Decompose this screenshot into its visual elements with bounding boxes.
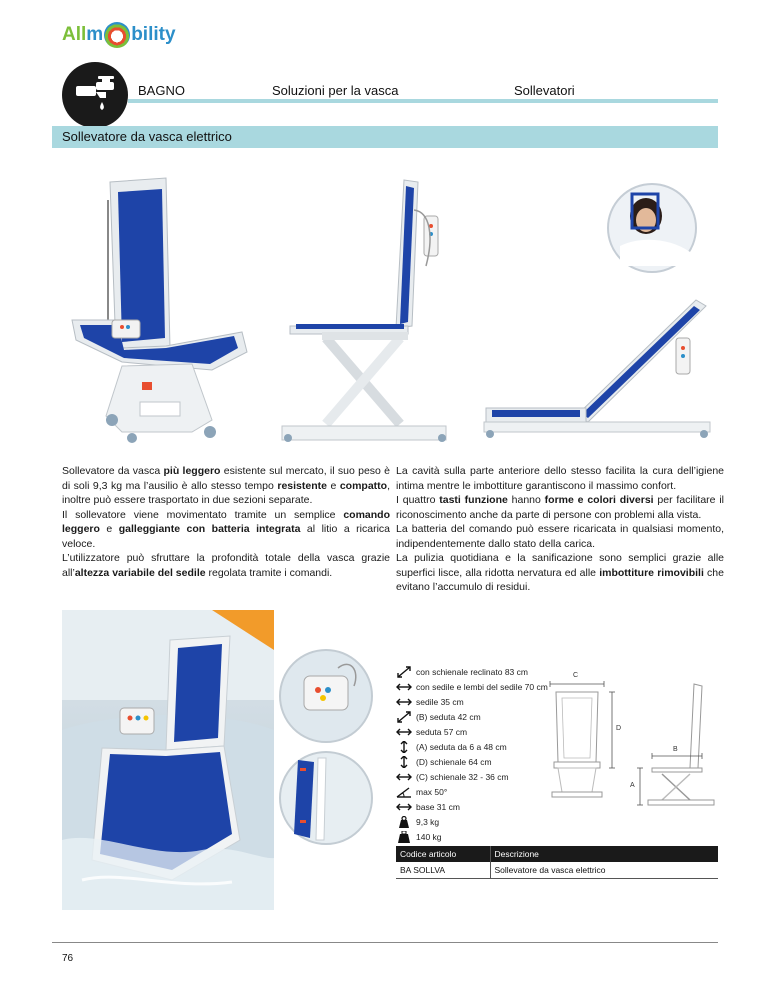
page-number: 76 — [62, 953, 74, 964]
dimension-diagram — [540, 672, 720, 817]
product-image-front — [62, 170, 252, 445]
spec-item: base 31 cm — [396, 799, 460, 814]
breadcrumb-sollevatori: Sollevatori — [514, 83, 575, 98]
spec-item: (B) seduta 42 cm — [396, 709, 481, 724]
spec-item: sedile 35 cm — [396, 694, 464, 709]
desc-right-p4: La pulizia quotidiana e la sanificazione sono semplici grazie alle superfici lisce, alla ridotta nervatura ed alle imbottiture rimovibili che evitano l’accumulo di residui. — [396, 552, 724, 593]
vertical-arrow-icon — [396, 741, 412, 753]
dim-label-c: C — [573, 672, 579, 679]
spec-item: con sedile e lembi del sedile 70 cm — [396, 679, 548, 694]
description-right — [396, 464, 724, 595]
footer-divider — [52, 942, 718, 943]
spec-item: 140 kg — [396, 829, 442, 844]
allmobility-logo: All m bility — [62, 20, 176, 50]
table-row — [396, 862, 718, 879]
description-left — [62, 464, 390, 580]
spec-item: 9,3 kg — [396, 814, 439, 829]
product-photo-in-bathtub — [62, 610, 274, 910]
product-code-table — [396, 846, 718, 879]
angle-icon — [396, 786, 412, 798]
weight-icon — [396, 816, 412, 828]
product-image-side-reclined — [470, 176, 720, 446]
header-underline — [128, 99, 718, 103]
column-header-code: Codice articolo — [396, 846, 490, 862]
diagonal-arrow-icon — [396, 711, 412, 723]
column-header-description: Descrizione — [490, 846, 718, 862]
desc-left-p1: Sollevatore da vasca più leggero esistente sul mercato, il suo peso è di soli 9,3 kg ma l’ausilio è allo stesso tempo resistente e compatto, inoltre può essere trasportato in due sezioni separate. — [62, 465, 390, 506]
dim-label-b: B — [673, 746, 678, 753]
breadcrumb-soluzioni-vasca: Soluzioni per la vasca — [272, 83, 399, 98]
product-image-side-raised — [276, 176, 452, 446]
desc-left-p2: Il sollevatore viene movimentato tramite un semplice comando leggero e galleggiante con batteria integrata al litio a ricarica veloce. — [62, 508, 390, 550]
breadcrumb-bagno: BAGNO — [138, 83, 185, 98]
detail-seat-padding — [278, 750, 374, 846]
cell-description: Sollevatore da vasca elettrico — [490, 862, 718, 879]
horizontal-arrow-icon — [396, 696, 412, 708]
horizontal-arrow-icon — [396, 726, 412, 738]
faucet-icon — [62, 62, 128, 128]
spec-item: (C) schienale 32 - 36 cm — [396, 769, 509, 784]
table-header-row — [396, 846, 718, 862]
desc-right-p1: La cavità sulla parte anteriore dello stesso facilita la cura dell’igiene intima mentre le imbottiture garantiscono il massimo confort. — [396, 465, 724, 492]
horizontal-arrow-icon — [396, 771, 412, 783]
spec-item: seduta 57 cm — [396, 724, 467, 739]
dim-label-d: D — [616, 725, 622, 732]
spec-item: (D) schienale 64 cm — [396, 754, 492, 769]
product-title: Sollevatore da vasca elettrico — [52, 126, 718, 148]
desc-right-p3: La batteria del comando può essere ricaricata in qualsiasi momento, indipendentemente dallo stato della carica. — [396, 523, 724, 550]
logo-ring-icon — [104, 22, 130, 48]
vertical-arrow-icon — [396, 756, 412, 768]
dim-label-a: A — [630, 782, 635, 789]
desc-left-p3: L’utilizzatore può sfruttare la profondità totale della vasca grazie all’altezza variabile del sedile regolata tramite i comandi. — [62, 552, 390, 579]
spec-item: (A) seduta da 6 a 48 cm — [396, 739, 507, 754]
diagonal-arrow-icon — [396, 666, 412, 678]
detail-remote-control — [278, 648, 374, 744]
horizontal-arrow-icon — [396, 681, 412, 693]
spec-item: con schienale reclinato 83 cm — [396, 664, 528, 679]
cell-code: BA SOLLVA — [396, 862, 490, 879]
max-load-icon — [396, 831, 412, 843]
desc-right-p2: I quattro tasti funzione hanno forme e colori diversi per facilitare il riconoscimento anche da parte di persone con problemi alla vista. — [396, 494, 724, 521]
horizontal-arrow-icon — [396, 801, 412, 813]
spec-item: max 50° — [396, 784, 447, 799]
